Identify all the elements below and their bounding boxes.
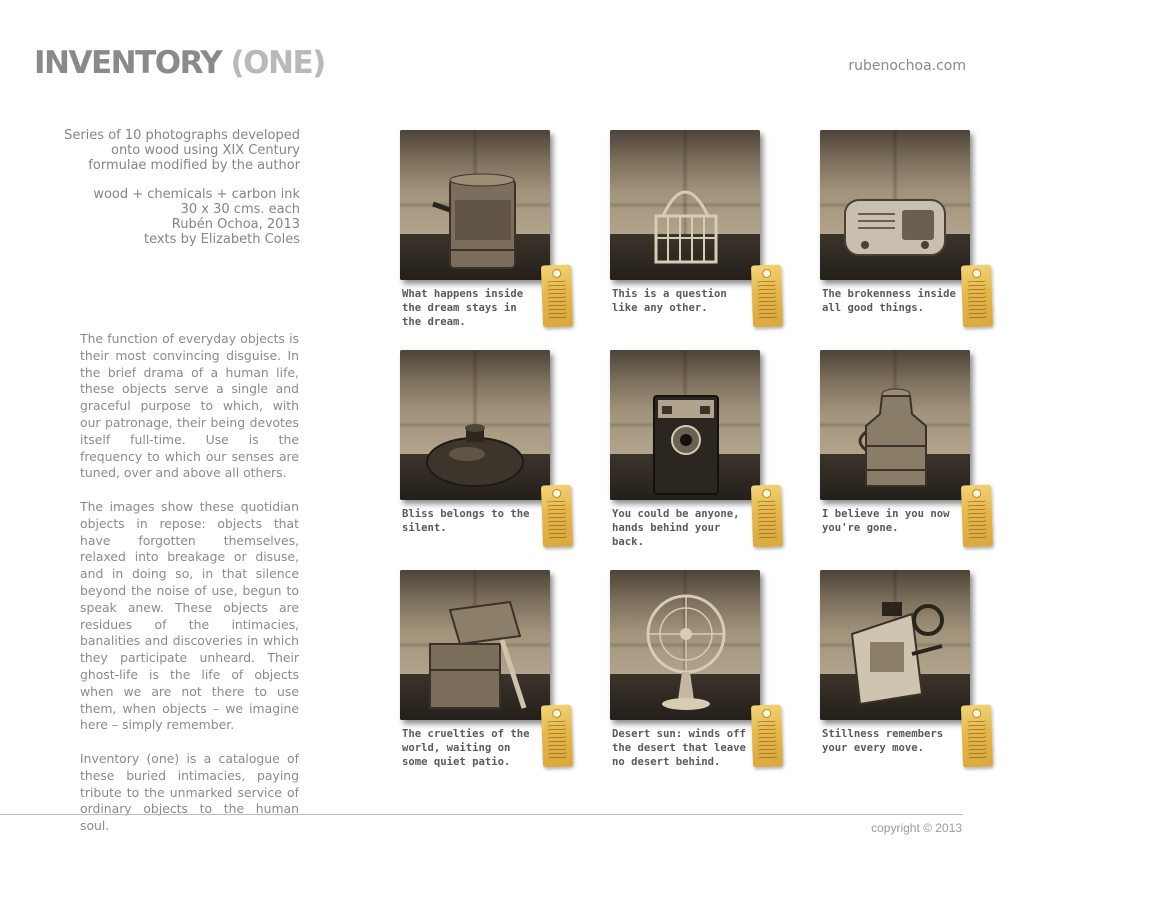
crate-illustration: [420, 600, 532, 715]
specs-line: texts by Elizabeth Coles: [144, 232, 300, 247]
photo-tile: [820, 350, 1010, 570]
photo-tile: [610, 570, 800, 790]
site-link[interactable]: rubenochoa.com: [848, 58, 966, 74]
photo-tile: [400, 130, 590, 350]
footer-divider: [0, 814, 963, 815]
photo-electric-fan[interactable]: [610, 570, 760, 720]
photo-tile: [400, 570, 590, 790]
photo-tile: [820, 570, 1010, 790]
fan-illustration: [636, 590, 736, 715]
specs-line: Rubén Ochoa, 2013: [171, 217, 300, 232]
essay-paragraph: Inventory (one) is a catalogue of these buried intimacies, paying tribute to the unmarked service of ordinary objects to the human soul.: [80, 750, 299, 834]
radio-illustration: [840, 190, 950, 270]
photo-tile: [400, 350, 590, 570]
photo-radio[interactable]: [820, 130, 970, 280]
photo-tile: [610, 130, 800, 350]
essay-paragraph: The function of everyday objects is their most convincing disguise. In the brief drama of a human life, these objects serve a single and graceful purpose to which, with our patronage, their being devotes itself full-time. Use is the frequency to which our senses are tuned, over and above all others.: [80, 331, 299, 481]
photo-tile: [820, 130, 1010, 350]
essay-paragraph: The images show these quotidian objects in repose: objects that have forgotten themselves, relaxed into breakage or disuse, and in doing so, in that silence beyond the noise of use, begun to speak anew. These objects are residues of the intimacies, banalities and discoveries in which they participate unheard. Their ghost-life is the life of objects when we are not there to use them, when objects – we imagine here – simply remember.: [80, 498, 299, 733]
price-tag-icon: [751, 264, 783, 327]
price-tag-icon: [541, 484, 573, 547]
pot-illustration: [422, 420, 528, 495]
price-tag-icon: [961, 704, 993, 767]
price-tag-icon: [961, 264, 993, 327]
price-tag-icon: [541, 704, 573, 767]
photo-caption: What happens inside the dream stays in the dream.: [402, 288, 524, 328]
photo-ceramic-pot[interactable]: [400, 350, 550, 500]
photo-film-projector[interactable]: [820, 570, 970, 720]
photo-caption: Bliss belongs to the silent.: [402, 508, 530, 534]
photo-box-camera[interactable]: [610, 350, 760, 500]
series-info: [60, 128, 300, 173]
specs: [60, 187, 300, 247]
price-tag-icon: [751, 704, 783, 767]
milk-can-illustration: [858, 386, 934, 498]
photo-birdcage[interactable]: [610, 130, 760, 280]
birdcage-illustration: [638, 168, 733, 273]
page-title: [34, 45, 325, 81]
specs-line: wood + chemicals + carbon ink: [93, 187, 300, 202]
price-tag-icon: [961, 484, 993, 547]
title-main: INVENTORY: [34, 45, 222, 81]
series-info-line: onto wood using XIX Century: [110, 143, 300, 158]
essay: [80, 331, 299, 852]
series-info-line: formulae modified by the author: [88, 158, 300, 173]
price-tag-icon: [541, 264, 573, 327]
photo-tin-can[interactable]: [400, 130, 550, 280]
copyright: copyright © 2013: [871, 821, 962, 835]
photo-caption: The brokenness inside all good things.: [822, 288, 956, 314]
photo-milk-can[interactable]: [820, 350, 970, 500]
photo-caption: You could be anyone, hands behind your back.: [612, 508, 740, 548]
camera-illustration: [648, 388, 724, 498]
title-accent: (ONE): [230, 45, 325, 81]
photo-caption: This is a question like any other.: [612, 288, 727, 314]
photo-caption: Stillness remembers your every move.: [822, 728, 944, 754]
photo-caption: Desert sun: winds off the desert that leave no desert behind.: [612, 728, 746, 768]
photo-caption: I believe in you now you're gone.: [822, 508, 950, 534]
price-tag-icon: [751, 484, 783, 547]
series-info-line: Series of 10 photographs developed: [64, 128, 300, 143]
photo-caption: The cruelties of the world, waiting on some quiet patio.: [402, 728, 530, 768]
photo-broken-crate[interactable]: [400, 570, 550, 720]
photo-tile: [610, 350, 800, 570]
projector-illustration: [842, 594, 952, 714]
tin-can-illustration: [425, 170, 525, 275]
specs-line: 30 x 30 cms. each: [180, 202, 300, 217]
